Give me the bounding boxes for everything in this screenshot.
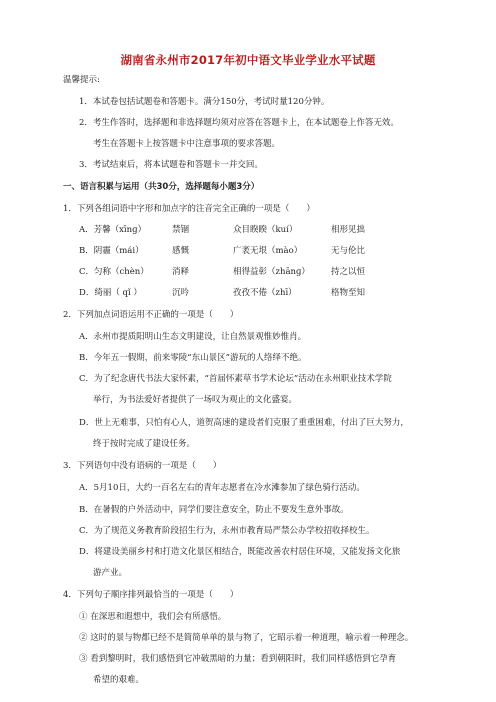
option-c-word2: 消释 [172, 267, 190, 277]
option-line: C．为了纪念唐代书法大家怀素，“首届怀素草书学术论坛”活动在永州职业技术学院 [79, 374, 392, 384]
option-c-word3: 相得益彰（zhānɡ） [233, 267, 310, 277]
option-b-word4: 无与伦比 [331, 246, 366, 256]
option-line: A．5月10日，大约一百名左右的青年志愿者在冷水滩参加了绿色骑行活动。 [79, 483, 365, 493]
option-b-word2: 感慨 [172, 246, 190, 256]
notice-heading: 温馨提示: [63, 75, 100, 85]
option-line: 终于按时完成了建设任务。 [93, 439, 196, 449]
sentence-line: ③ 看到黎明时，我们感悟到它冲破黑暗的力量；看到朝阳时，我们同样感悟到它孕育 [79, 654, 397, 664]
option-c-word4: 持之以恒 [331, 267, 366, 277]
notice-item: 考生在答题卡上按答题卡中注意事项的要求答题。 [93, 139, 281, 149]
option-d-word4: 格物至知 [331, 288, 366, 298]
option-c-word1: C．匀称（chèn） [79, 267, 149, 277]
option-line: C．为了规范义务教育阶段招生行为，永州市教育局严禁公办学校招收择校生。 [79, 526, 375, 536]
section-heading: 一、语言积累与运用（共30分，选择题每小题3分） [63, 182, 260, 192]
question-stem: 4．下列句子顺序排列最恰当的一项是（ ） [63, 590, 239, 600]
option-line: 举行，为书法爱好者提供了一场叹为观止的文化盛宴。 [93, 395, 298, 405]
option-line: A．永州市提质阳明山生态文明建设，让自然景观惟妙惟肖。 [79, 332, 307, 342]
option-b-word3: 广袤无垠（mào） [233, 246, 303, 256]
page-title: 湖南省永州市2017年初中语文毕业学业水平试题 [120, 53, 376, 67]
option-d-word2: 沉吟 [172, 288, 190, 298]
option-a-word3: 众目睽睽（kuí） [233, 225, 298, 235]
option-line: B．今年五一假期，前来零陵“东山景区”游玩的人络绎不绝。 [79, 353, 307, 363]
notice-item: 1．本试卷包括试题卷和答题卡。满分150分，考试时量120分钟。 [79, 97, 330, 107]
notice-item: 3．考试结束后，将本试题卷和答题卡一并交回。 [79, 160, 263, 170]
option-line: D．世上无难事，只怕有心人，道贺高速的建设者们克服了重重困难，付出了巨大努力， [79, 418, 409, 428]
option-d-word3: 孜孜不倦（zhī） [233, 288, 297, 298]
option-a-word4: 相形见拙 [331, 225, 366, 235]
option-line: 游产业。 [93, 568, 128, 578]
sentence-line: 希望的艰难。 [93, 675, 145, 685]
question-stem: 2．下列加点词语运用不正确的一项是（ ） [63, 310, 239, 320]
option-a-word1: A．芳馨（xīnɡ） [79, 225, 147, 235]
option-line: B．在暑假的户外活动中，同学们要注意安全，防止不要发生意外事故。 [79, 505, 349, 515]
sentence-line: ① 在深思和遐想中，我们会有所感悟。 [79, 612, 227, 622]
option-a-word2: 禁锢 [172, 225, 190, 235]
option-b-word1: B．阴霾（mái） [79, 246, 144, 256]
notice-item: 2．考生作答时，选择题和非选择题均须对应答在答题卡上，在本试题卷上作答无效。 [79, 118, 399, 128]
option-line: D．将建设美丽乡村和打造文化景区相结合，既能改善农村居住环境，又能发扬文化旅 [79, 547, 401, 557]
question-stem: 3．下列语句中没有语病的一项是（ ） [63, 461, 222, 471]
option-d-word1: D．绮丽（ qǐ ） [79, 288, 142, 298]
sentence-line: ② 这时的景与物都已经不是简简单单的景与物了，它昭示着一种道理，喻示着一种理念。 [79, 633, 414, 643]
question-stem: 1．下列各组词语中字形和加点字的注音完全正确的一项是（ ） [63, 204, 315, 214]
